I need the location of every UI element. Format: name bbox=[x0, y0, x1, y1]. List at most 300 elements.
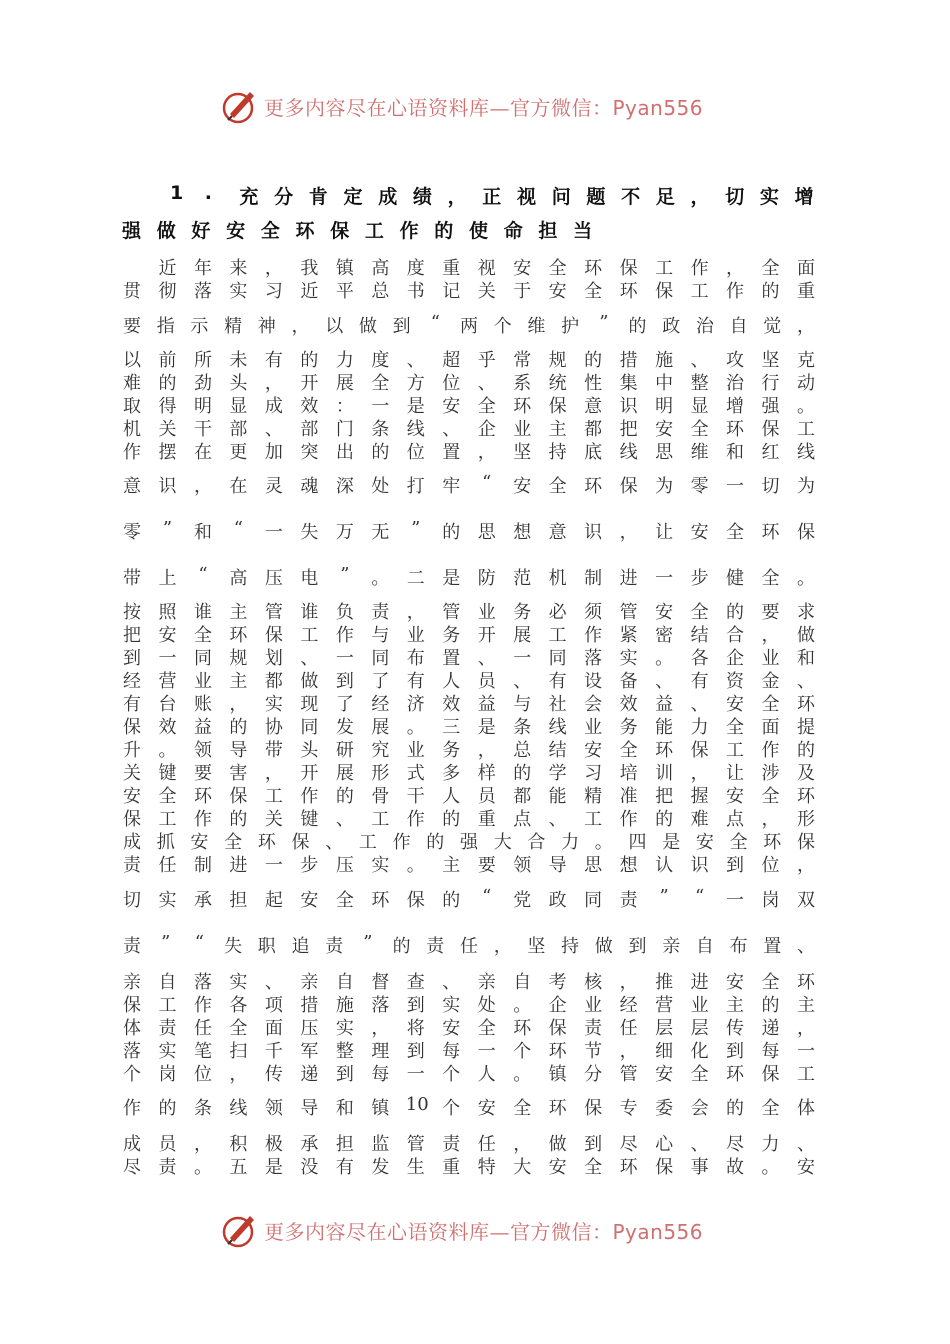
title-char: 成 bbox=[378, 186, 398, 208]
body-char: 一 bbox=[513, 648, 532, 669]
title-char: . bbox=[204, 182, 212, 204]
body-char: 委 bbox=[655, 1098, 674, 1119]
body-char: 防 bbox=[477, 568, 496, 589]
body-char: 施 bbox=[655, 350, 674, 371]
body-char: 作 bbox=[761, 740, 780, 761]
body-char: 显 bbox=[690, 396, 709, 417]
body-char: 关 bbox=[158, 419, 177, 440]
body-char: 重 bbox=[477, 809, 496, 830]
body-char: 发 bbox=[371, 1157, 390, 1178]
body-char: 的 bbox=[442, 809, 461, 830]
body-char: “ bbox=[430, 312, 440, 333]
body-char: 全 bbox=[193, 625, 212, 646]
title-char: 好 bbox=[191, 220, 211, 242]
body-line bbox=[122, 805, 816, 829]
body-char: 每 bbox=[371, 1064, 390, 1085]
title-char: 充 bbox=[239, 186, 259, 208]
body-char: 环 bbox=[797, 972, 815, 993]
body-char: 划 bbox=[264, 648, 283, 669]
body-char: 到 bbox=[406, 995, 425, 1016]
body-char: 安 bbox=[300, 890, 319, 911]
body-char: 与 bbox=[513, 694, 532, 715]
body-char: 协 bbox=[264, 717, 283, 738]
body-char: 金 bbox=[761, 671, 780, 692]
body-char: 极 bbox=[264, 1134, 283, 1155]
body-char: 紧 bbox=[619, 625, 638, 646]
body-char: 各 bbox=[229, 995, 248, 1016]
body-char: 企 bbox=[726, 648, 745, 669]
body-char: ” bbox=[411, 518, 421, 539]
body-char: 到 bbox=[406, 1041, 425, 1062]
body-char: 指 bbox=[156, 316, 175, 337]
body-char: ， bbox=[193, 476, 212, 497]
body-line bbox=[122, 782, 816, 806]
title-char: 强 bbox=[122, 220, 142, 242]
body-char: 责 bbox=[442, 1134, 461, 1155]
body-char: 保 bbox=[229, 786, 248, 807]
body-char: 以 bbox=[123, 350, 141, 371]
body-char: 作 bbox=[406, 809, 425, 830]
body-char: 自 bbox=[729, 316, 748, 337]
body-char: 明 bbox=[655, 396, 674, 417]
body-char: ， bbox=[477, 442, 496, 463]
body-char: 全 bbox=[690, 602, 709, 623]
body-char: 大 bbox=[493, 832, 512, 853]
body-char: 步 bbox=[300, 855, 319, 876]
body-char: 自 bbox=[335, 972, 354, 993]
body-line bbox=[122, 392, 816, 416]
body-char: 务 bbox=[619, 717, 638, 738]
body-char: 成 bbox=[123, 1134, 141, 1155]
body-char: 克 bbox=[797, 350, 815, 371]
title-char: 环 bbox=[295, 220, 315, 242]
body-char: 谁 bbox=[193, 602, 212, 623]
body-char: 工 bbox=[371, 809, 390, 830]
body-char: 效 bbox=[442, 694, 461, 715]
body-char: ， bbox=[761, 809, 780, 830]
body-char: ， bbox=[726, 258, 745, 279]
body-char: 落 bbox=[193, 281, 212, 302]
body-char: 监 bbox=[371, 1134, 390, 1155]
body-char: 全 bbox=[619, 740, 638, 761]
body-char: 能 bbox=[548, 786, 567, 807]
body-char: 照 bbox=[158, 602, 177, 623]
body-char: 务 bbox=[513, 602, 532, 623]
body-line bbox=[122, 415, 816, 439]
body-char: 设 bbox=[584, 671, 603, 692]
body-char: 记 bbox=[442, 281, 461, 302]
body-char: ， bbox=[493, 936, 512, 957]
body-char: ” bbox=[162, 518, 173, 539]
body-char: 管 bbox=[264, 602, 283, 623]
body-char: “ bbox=[482, 472, 492, 493]
body-line bbox=[122, 1130, 816, 1154]
body-char: 线 bbox=[619, 442, 638, 463]
body-char: 保 bbox=[797, 832, 815, 853]
body-char: 安 bbox=[690, 522, 709, 543]
body-char: ， bbox=[371, 1018, 390, 1039]
body-char: 、 bbox=[264, 972, 283, 993]
body-char: 全 bbox=[548, 476, 567, 497]
body-char: 高 bbox=[371, 258, 390, 279]
body-char: 重 bbox=[442, 1157, 461, 1178]
body-char: 集 bbox=[619, 373, 638, 394]
body-char: 到 bbox=[392, 316, 411, 337]
body-char: 作 bbox=[392, 832, 411, 853]
body-char: 显 bbox=[229, 396, 248, 417]
body-char: 责 bbox=[371, 602, 390, 623]
body-char: 以 bbox=[325, 316, 344, 337]
body-char: 。 bbox=[655, 648, 674, 669]
body-char: 出 bbox=[335, 442, 354, 463]
body-char: 实 bbox=[619, 648, 638, 669]
body-char: 实 bbox=[158, 1041, 177, 1062]
body-char: 进 bbox=[619, 568, 638, 589]
body-char: 作 bbox=[123, 442, 141, 463]
body-char: 任 bbox=[460, 936, 478, 957]
body-char: 经 bbox=[619, 995, 638, 1016]
body-char: 切 bbox=[761, 476, 780, 497]
body-char: 是 bbox=[477, 717, 496, 738]
body-char: 意 bbox=[584, 396, 603, 417]
body-char: 增 bbox=[726, 396, 745, 417]
body-char: 点 bbox=[726, 809, 745, 830]
body-char: 全 bbox=[513, 1098, 532, 1119]
body-char: 书 bbox=[406, 281, 425, 302]
body-char: 全 bbox=[761, 786, 780, 807]
body-char: 布 bbox=[729, 936, 748, 957]
body-char: 点 bbox=[513, 809, 532, 830]
body-char: 持 bbox=[548, 442, 567, 463]
body-char: 学 bbox=[548, 763, 567, 784]
body-char: 保 bbox=[655, 281, 674, 302]
title-char: 安 bbox=[226, 220, 246, 242]
body-char: 传 bbox=[264, 1064, 283, 1085]
body-char: 压 bbox=[335, 855, 354, 876]
body-char: 零 bbox=[690, 476, 709, 497]
body-char: 员 bbox=[477, 786, 496, 807]
body-char: 。 bbox=[406, 717, 425, 738]
body-char: 难 bbox=[123, 373, 141, 394]
body-char: 底 bbox=[584, 442, 603, 463]
body-char: 谁 bbox=[300, 602, 319, 623]
body-char: 工 bbox=[797, 419, 815, 440]
body-char: 规 bbox=[548, 350, 567, 371]
body-char: 、 bbox=[335, 809, 354, 830]
body-char: 位 bbox=[406, 442, 425, 463]
body-char: 千 bbox=[264, 1041, 283, 1062]
body-char: 层 bbox=[690, 1018, 709, 1039]
body-char: “ bbox=[198, 564, 208, 585]
body-char: 。 bbox=[371, 568, 390, 589]
body-char: 觉 bbox=[763, 316, 782, 337]
body-char: 关 bbox=[123, 763, 141, 784]
body-char: 保 bbox=[619, 476, 638, 497]
body-char: 识 bbox=[584, 522, 603, 543]
body-char: 在 bbox=[193, 442, 212, 463]
body-char: 实 bbox=[158, 890, 177, 911]
title-char: 正 bbox=[482, 186, 502, 208]
body-char: ， bbox=[264, 763, 283, 784]
body-char: 制 bbox=[584, 568, 603, 589]
body-char: 保 bbox=[584, 1098, 603, 1119]
title-char: 工 bbox=[364, 220, 384, 242]
body-char: 二 bbox=[406, 568, 425, 589]
body-char: 全 bbox=[371, 373, 390, 394]
body-line bbox=[122, 277, 816, 301]
body-char: 作 bbox=[123, 1098, 141, 1119]
body-char: 进 bbox=[690, 972, 709, 993]
body-char: 落 bbox=[193, 972, 212, 993]
body-char: 安 bbox=[123, 786, 141, 807]
body-char: 自 bbox=[513, 972, 532, 993]
body-char: 企 bbox=[548, 995, 567, 1016]
body-char: 安 bbox=[655, 1064, 674, 1085]
body-line bbox=[122, 759, 816, 783]
body-char: 营 bbox=[158, 671, 177, 692]
body-char: 机 bbox=[548, 568, 567, 589]
body-char: 把 bbox=[123, 625, 141, 646]
body-char: 行 bbox=[761, 373, 780, 394]
body-char: 实 bbox=[371, 855, 390, 876]
body-char: 领 bbox=[193, 740, 212, 761]
body-char: 范 bbox=[513, 568, 532, 589]
body-char: 亲 bbox=[300, 972, 319, 993]
body-char: 工 bbox=[690, 281, 709, 302]
title-char: 绩 bbox=[412, 186, 432, 208]
body-char: 节 bbox=[584, 1041, 603, 1062]
body-char: 环 bbox=[513, 1018, 532, 1039]
body-char: 未 bbox=[229, 350, 248, 371]
body-char: 传 bbox=[726, 1018, 745, 1039]
body-char: 主 bbox=[726, 995, 745, 1016]
body-char: 全 bbox=[690, 419, 709, 440]
body-char: 到 bbox=[584, 1134, 603, 1155]
body-char: 全 bbox=[726, 522, 745, 543]
body-char: 四 bbox=[628, 832, 647, 853]
body-char: 结 bbox=[548, 740, 567, 761]
body-char: 了 bbox=[335, 694, 354, 715]
title-line-1 bbox=[122, 182, 816, 208]
body-char: 党 bbox=[513, 890, 532, 911]
body-char: 。 bbox=[193, 1157, 212, 1178]
body-char: 自 bbox=[695, 936, 714, 957]
body-char: 意 bbox=[548, 522, 567, 543]
body-char: 是 bbox=[406, 396, 425, 417]
body-char: 专 bbox=[619, 1098, 638, 1119]
body-char: 、 bbox=[797, 671, 815, 692]
body-char: 的 bbox=[442, 522, 461, 543]
body-char: 进 bbox=[229, 855, 248, 876]
body-char: 环 bbox=[584, 476, 603, 497]
body-char: 备 bbox=[619, 671, 638, 692]
title-char: ， bbox=[690, 186, 710, 208]
body-char: 线 bbox=[229, 1098, 248, 1119]
body-char: ： bbox=[335, 396, 354, 417]
body-char: 的 bbox=[584, 350, 603, 371]
body-char: 到 bbox=[335, 1064, 354, 1085]
body-char: 、 bbox=[442, 972, 461, 993]
body-line bbox=[122, 564, 816, 588]
body-char: 施 bbox=[335, 995, 354, 1016]
body-char: ， bbox=[229, 694, 248, 715]
body-char: 个 bbox=[123, 1064, 141, 1085]
body-char: 是 bbox=[264, 1157, 283, 1178]
body-char: 带 bbox=[264, 740, 283, 761]
body-char: 社 bbox=[548, 694, 567, 715]
body-char: 一 bbox=[406, 1064, 425, 1085]
body-char: 步 bbox=[690, 568, 709, 589]
body-char: ， bbox=[264, 373, 283, 394]
body-char: 账 bbox=[193, 694, 212, 715]
body-char: 保 bbox=[548, 396, 567, 417]
body-char: 整 bbox=[335, 1041, 354, 1062]
body-char: 。 bbox=[797, 568, 815, 589]
body-char: 业 bbox=[406, 740, 425, 761]
body-char: 益 bbox=[655, 694, 674, 715]
body-char: 的 bbox=[797, 740, 815, 761]
body-char: ， bbox=[513, 1134, 532, 1155]
body-char: 有 bbox=[548, 671, 567, 692]
body-char: ， bbox=[619, 522, 638, 543]
body-char: 安 bbox=[726, 694, 745, 715]
body-char: 关 bbox=[264, 809, 283, 830]
body-char: 一 bbox=[264, 855, 283, 876]
body-char: 展 bbox=[513, 625, 532, 646]
body-char: 安 bbox=[548, 281, 567, 302]
body-char: 精 bbox=[584, 786, 603, 807]
body-char: 。 bbox=[406, 855, 425, 876]
body-char: 灵 bbox=[264, 476, 283, 497]
body-char: 培 bbox=[619, 763, 638, 784]
body-char: 要 bbox=[123, 316, 141, 337]
body-char: 安 bbox=[477, 1098, 496, 1119]
body-line bbox=[122, 1014, 816, 1038]
body-char: 政 bbox=[548, 890, 567, 911]
body-char: 总 bbox=[513, 740, 532, 761]
body-char: 、 bbox=[300, 648, 319, 669]
body-char: 扫 bbox=[229, 1041, 248, 1062]
body-char: 责 bbox=[584, 1018, 603, 1039]
body-char: 落 bbox=[584, 648, 603, 669]
body-char: 力 bbox=[561, 832, 580, 853]
body-char: 一 bbox=[371, 396, 390, 417]
body-char: 置 bbox=[442, 648, 461, 669]
body-char: 任 bbox=[193, 1018, 212, 1039]
body-char: 、 bbox=[325, 832, 344, 853]
body-char: 作 bbox=[619, 809, 638, 830]
body-line bbox=[122, 1094, 816, 1118]
body-char: 益 bbox=[477, 694, 496, 715]
body-char: 按 bbox=[123, 602, 141, 623]
body-char: 骨 bbox=[371, 786, 390, 807]
body-char: 更 bbox=[229, 442, 248, 463]
body-char: 一 bbox=[726, 476, 745, 497]
body-char: 主 bbox=[229, 602, 248, 623]
title-char: 题 bbox=[586, 186, 606, 208]
body-char: 结 bbox=[690, 625, 709, 646]
body-char: “ bbox=[482, 886, 492, 907]
banner-text: 更多内容尽在心语资料库—官方微信：Pyan556 bbox=[264, 1220, 704, 1244]
body-char: 尽 bbox=[619, 1134, 638, 1155]
body-char: 、 bbox=[655, 671, 674, 692]
body-char: 安 bbox=[695, 832, 714, 853]
body-char: 个 bbox=[442, 1064, 461, 1085]
body-line bbox=[122, 1153, 816, 1177]
body-char: 现 bbox=[300, 694, 319, 715]
title-char: 的 bbox=[434, 220, 454, 242]
body-char: ， bbox=[797, 316, 815, 337]
body-char: ， bbox=[264, 258, 283, 279]
body-char: 职 bbox=[257, 936, 276, 957]
body-char: 置 bbox=[442, 442, 461, 463]
body-char: 工 bbox=[797, 1064, 815, 1085]
body-char: 坚 bbox=[761, 350, 780, 371]
body-char: 的 bbox=[513, 763, 532, 784]
body-char: 责 bbox=[619, 890, 638, 911]
body-line bbox=[122, 690, 816, 714]
body-char: 一 bbox=[335, 648, 354, 669]
body-char: 作 bbox=[690, 258, 709, 279]
body-char: 全 bbox=[761, 568, 780, 589]
body-char: 担 bbox=[335, 1134, 354, 1155]
body-char: 业 bbox=[477, 602, 496, 623]
body-char: ， bbox=[406, 602, 425, 623]
body-line bbox=[122, 369, 816, 393]
body-char: 亲 bbox=[477, 972, 496, 993]
body-char: 的 bbox=[442, 890, 461, 911]
body-char: 规 bbox=[229, 648, 248, 669]
body-char: 打 bbox=[406, 476, 425, 497]
body-char: 理 bbox=[371, 1041, 390, 1062]
body-char: 的 bbox=[229, 717, 248, 738]
body-char: 同 bbox=[584, 890, 603, 911]
body-char: 。 bbox=[594, 832, 613, 853]
body-char: 明 bbox=[193, 396, 212, 417]
body-char: 保 bbox=[123, 809, 141, 830]
body-char: 、 bbox=[513, 671, 532, 692]
body-char: 位 bbox=[193, 1064, 212, 1085]
body-char: 工 bbox=[264, 786, 283, 807]
body-char: 核 bbox=[584, 972, 603, 993]
body-char: 导 bbox=[548, 855, 567, 876]
body-char: 攻 bbox=[726, 350, 745, 371]
body-char: 要 bbox=[193, 763, 212, 784]
body-char: 主 bbox=[442, 855, 461, 876]
body-char: 成 bbox=[264, 396, 283, 417]
body-char: 主 bbox=[229, 671, 248, 692]
body-char: 实 bbox=[264, 694, 283, 715]
body-char: 责 bbox=[158, 1157, 177, 1178]
body-char: 推 bbox=[655, 972, 674, 993]
body-char: 精 bbox=[224, 316, 243, 337]
body-char: 全 bbox=[726, 717, 745, 738]
body-char: 人 bbox=[442, 786, 461, 807]
body-char: 都 bbox=[264, 671, 283, 692]
body-char: 、 bbox=[797, 936, 815, 957]
title-char: 命 bbox=[503, 220, 523, 242]
body-char: 加 bbox=[264, 442, 283, 463]
body-char: 识 bbox=[619, 396, 638, 417]
body-char: 将 bbox=[406, 1018, 425, 1039]
body-char: 全 bbox=[761, 694, 780, 715]
body-char: 全 bbox=[477, 1018, 496, 1039]
body-char: 头 bbox=[229, 373, 248, 394]
body-char: 10 bbox=[405, 1094, 429, 1115]
title-char: 视 bbox=[517, 186, 537, 208]
body-char: 分 bbox=[584, 1064, 603, 1085]
body-char: 为 bbox=[797, 476, 815, 497]
